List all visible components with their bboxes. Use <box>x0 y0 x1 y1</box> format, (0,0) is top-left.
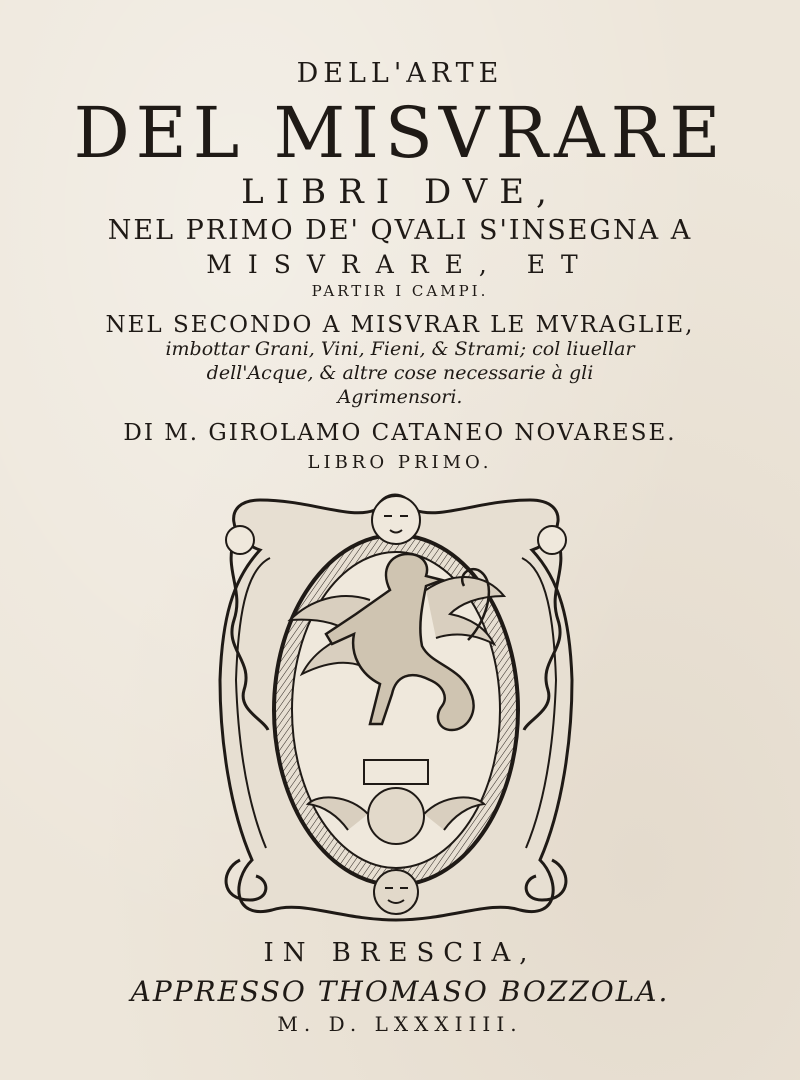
title-line-3: LIBRI DVE, <box>241 172 559 212</box>
book-line: LIBRO PRIMO. <box>307 452 493 473</box>
title-main: DEL MISVRARE <box>73 92 727 174</box>
subtitle-line-4: NEL SECONDO A MISVRAR LE MVRAGLIE, <box>105 312 695 338</box>
title-line-1: DELL'ARTE <box>296 58 504 89</box>
author-line: DI M. GIROLAMO CATANEO NOVARESE. <box>123 420 677 446</box>
printer-line: APPRESSO THOMASO BOZZOLA. <box>130 975 670 1008</box>
subtitle-line-7: Agrimensori. <box>337 386 463 408</box>
subtitle-line-1: NEL PRIMO DE' QVALI S'INSEGNA A <box>107 215 693 246</box>
griffin-printers-device-icon <box>200 480 592 930</box>
date-line: M. D. LXXXIIII. <box>277 1012 523 1036</box>
place-line: IN BRESCIA, <box>263 938 537 968</box>
subtitle-line-2: MISVRARE, ET <box>206 250 594 279</box>
subtitle-line-6: dell'Acque, & altre cose necessarie à gli <box>206 362 594 384</box>
subtitle-line-3: PARTIR I CAMPI. <box>311 282 489 300</box>
subtitle-line-5: imbottar Grani, Vini, Fieni, & Strami; col liuellar <box>165 338 635 360</box>
